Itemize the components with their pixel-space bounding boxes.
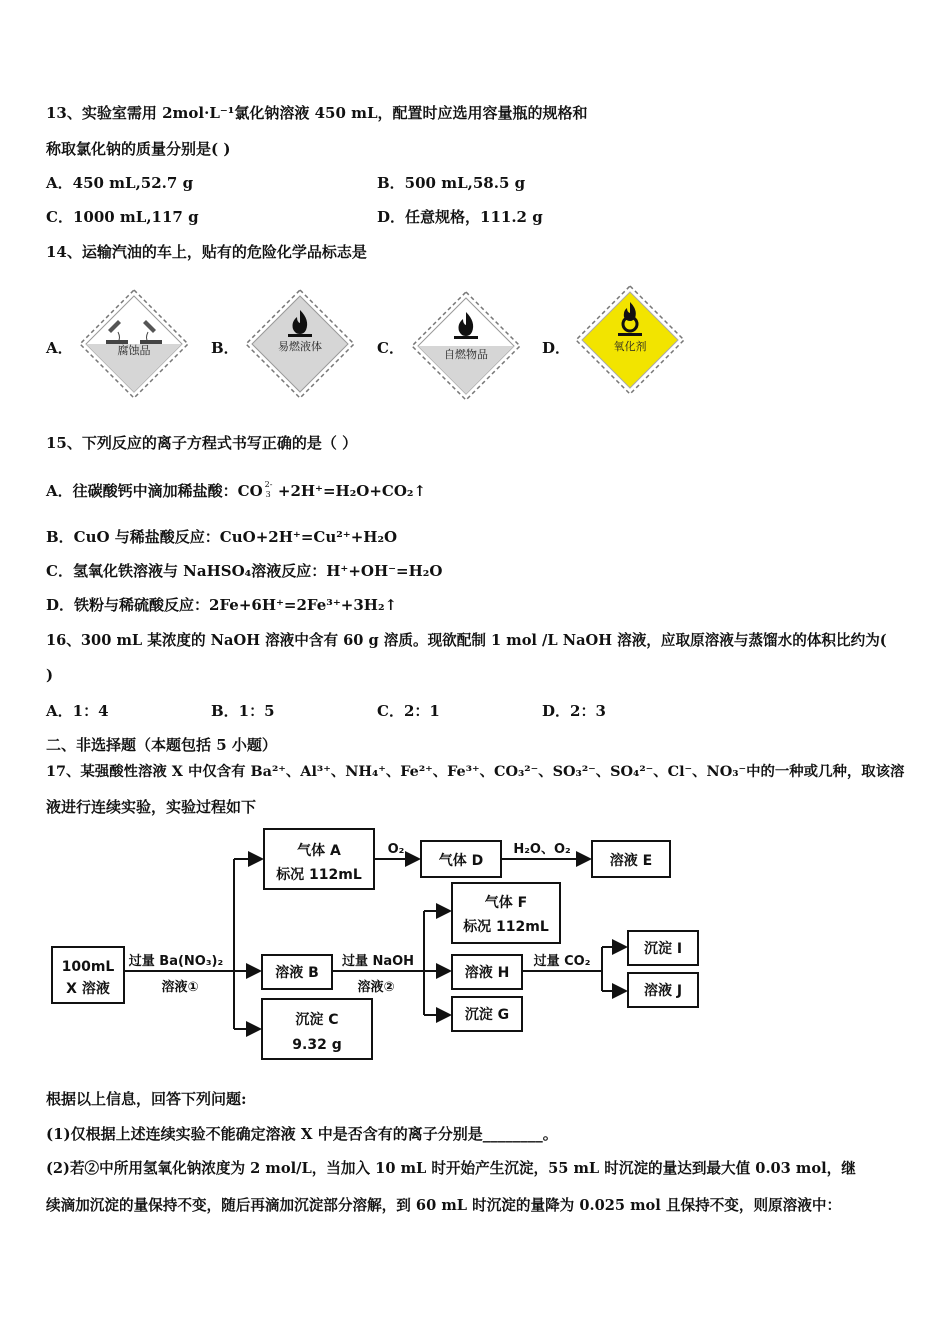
oxidizer-sign-icon xyxy=(574,284,686,400)
q14-label-b: B． xyxy=(211,339,239,357)
q17-stem-line2: 液进行连续实验，实验过程如下 xyxy=(46,798,257,816)
q15-option-c: C．氢氧化铁溶液与 NaHSO₄溶液反应：H⁺+OH⁻=H₂O xyxy=(46,562,443,580)
q14-label-d: D． xyxy=(542,339,571,357)
q16-option-d: D．2：3 xyxy=(542,702,606,720)
precipitate-c-line1: 沉淀 C xyxy=(295,1012,339,1028)
solution-b-label: 溶液 B xyxy=(275,965,319,981)
q15-stem: 15、下列反应的离子方程式书写正确的是（ ） xyxy=(46,434,358,452)
q15-option-a xyxy=(46,480,426,501)
sign-text-oxidizer: 氧化剂 xyxy=(613,340,647,353)
precipitate-g-label: 沉淀 G xyxy=(464,1007,510,1023)
q16-option-a: A．1：4 xyxy=(46,702,109,720)
gas-a-line2: 标况 112mL xyxy=(276,867,362,883)
h2o-o2-label: H₂O、O₂ xyxy=(513,842,571,857)
q15-option-a-prefix: A．往碳酸钙中滴加稀盐酸：CO xyxy=(46,482,263,500)
reagent1-line2: 溶液① xyxy=(161,980,199,995)
spontaneous-combustion-sign-icon xyxy=(410,290,522,406)
flowchart-diagram xyxy=(46,825,706,1069)
q15-option-a-sup: 2- xyxy=(264,480,273,489)
x-line1: 100mL xyxy=(61,959,115,975)
reagent1-line1: 过量 Ba(NO₃)₂ xyxy=(128,954,224,969)
solution-e-label: 溶液 E xyxy=(609,853,653,869)
q16-stem-line1: 16、300 mL 某浓度的 NaOH 溶液中含有 60 g 溶质。现欲配制 1 mol /L NaOH 溶液，应取原溶液与蒸馏水的体积比约为( xyxy=(46,632,887,649)
q14-label-a: A． xyxy=(46,339,73,357)
q17-part2-line1: (2)若②中所用氢氧化钠浓度为 2 mol/L，当加入 10 mL 时开始产生沉淀，55 mL 时沉淀的量达到最大值 0.03 mol，继 xyxy=(46,1160,856,1177)
x-line2: X 溶液 xyxy=(66,981,110,997)
sign-text-flammable-liquid: 易燃液体 xyxy=(278,340,322,353)
precipitate-i-label: 沉淀 I xyxy=(643,941,683,957)
reagent2-line1: 过量 NaOH xyxy=(341,954,415,969)
q15-option-b: B．CuO 与稀盐酸反应：CuO+2H⁺=Cu²⁺+H₂O xyxy=(46,528,398,546)
q16-option-c: C．2：1 xyxy=(377,702,440,720)
co2-label: 过量 CO₂ xyxy=(533,954,591,969)
q13-option-a: A．450 mL,52.7 g xyxy=(46,174,194,192)
gas-f-line1: 气体 F xyxy=(484,895,528,911)
corrosive-sign-icon xyxy=(78,288,190,404)
q17-part1: (1)仅根据上述连续实验不能确定溶液 X 中是否含有的离子分别是________。 xyxy=(46,1125,558,1143)
sign-text-spontaneous-combustion: 自燃物品 xyxy=(444,348,488,361)
q13-option-d: D．任意规格，111.2 g xyxy=(377,208,543,226)
q17-stem-line1: 17、某强酸性溶液 X 中仅含有 Ba²⁺、Al³⁺、NH₄⁺、Fe²⁺、Fe³⁺、CO₃²⁻、SO₃²⁻、SO₄²⁻、Cl⁻、NO₃⁻中的一种或几种，取该溶 xyxy=(46,763,905,780)
q16-option-b: B．1：5 xyxy=(211,702,275,720)
gas-f-line2: 标况 112mL xyxy=(463,919,549,935)
q17-intro: 根据以上信息，回答下列问题: xyxy=(46,1090,247,1108)
q16-stem-line2: ) xyxy=(46,666,54,684)
q14-label-c: C． xyxy=(377,339,404,357)
solution-h-label: 溶液 H xyxy=(464,965,510,981)
gas-d-label: 气体 D xyxy=(438,853,484,869)
flammable-liquid-sign-icon xyxy=(244,288,356,404)
q13-option-c: C．1000 mL,117 g xyxy=(46,208,199,226)
gas-a-line1: 气体 A xyxy=(297,843,341,859)
section-title: 二、非选择题（本题包括 5 小题） xyxy=(46,736,277,754)
q14-stem: 14、运输汽油的车上，贴有的危险化学品标志是 xyxy=(46,243,367,261)
q13-option-b: B．500 mL,58.5 g xyxy=(377,174,526,192)
reagent2-line2: 溶液② xyxy=(357,980,395,995)
q15-option-d: D．铁粉与稀硫酸反应：2Fe+6H⁺=2Fe³⁺+3H₂↑ xyxy=(46,596,398,614)
precipitate-c-line2: 9.32 g xyxy=(292,1037,342,1053)
q15-option-a-suffix: +2H⁺=H₂O+CO₂↑ xyxy=(272,482,427,500)
q13-stem-line2: 称取氯化钠的质量分别是( ) xyxy=(46,140,231,158)
q15-option-a-sub: 3 xyxy=(265,490,271,499)
q17-part2-line2: 续滴加沉淀的量保持不变，随后再滴加沉淀部分溶解，到 60 mL 时沉淀的量降为 0.025 mol 且保持不变，则原溶液中： xyxy=(46,1197,842,1214)
o2-label: O₂ xyxy=(387,842,405,857)
q13-stem-line1: 13、实验室需用 2mol·L⁻¹氯化钠溶液 450 mL，配置时应选用容量瓶的规格和 xyxy=(46,104,588,122)
solution-j-label: 溶液 J xyxy=(643,983,683,999)
sign-text-corrosive: 腐蚀品 xyxy=(117,344,151,357)
